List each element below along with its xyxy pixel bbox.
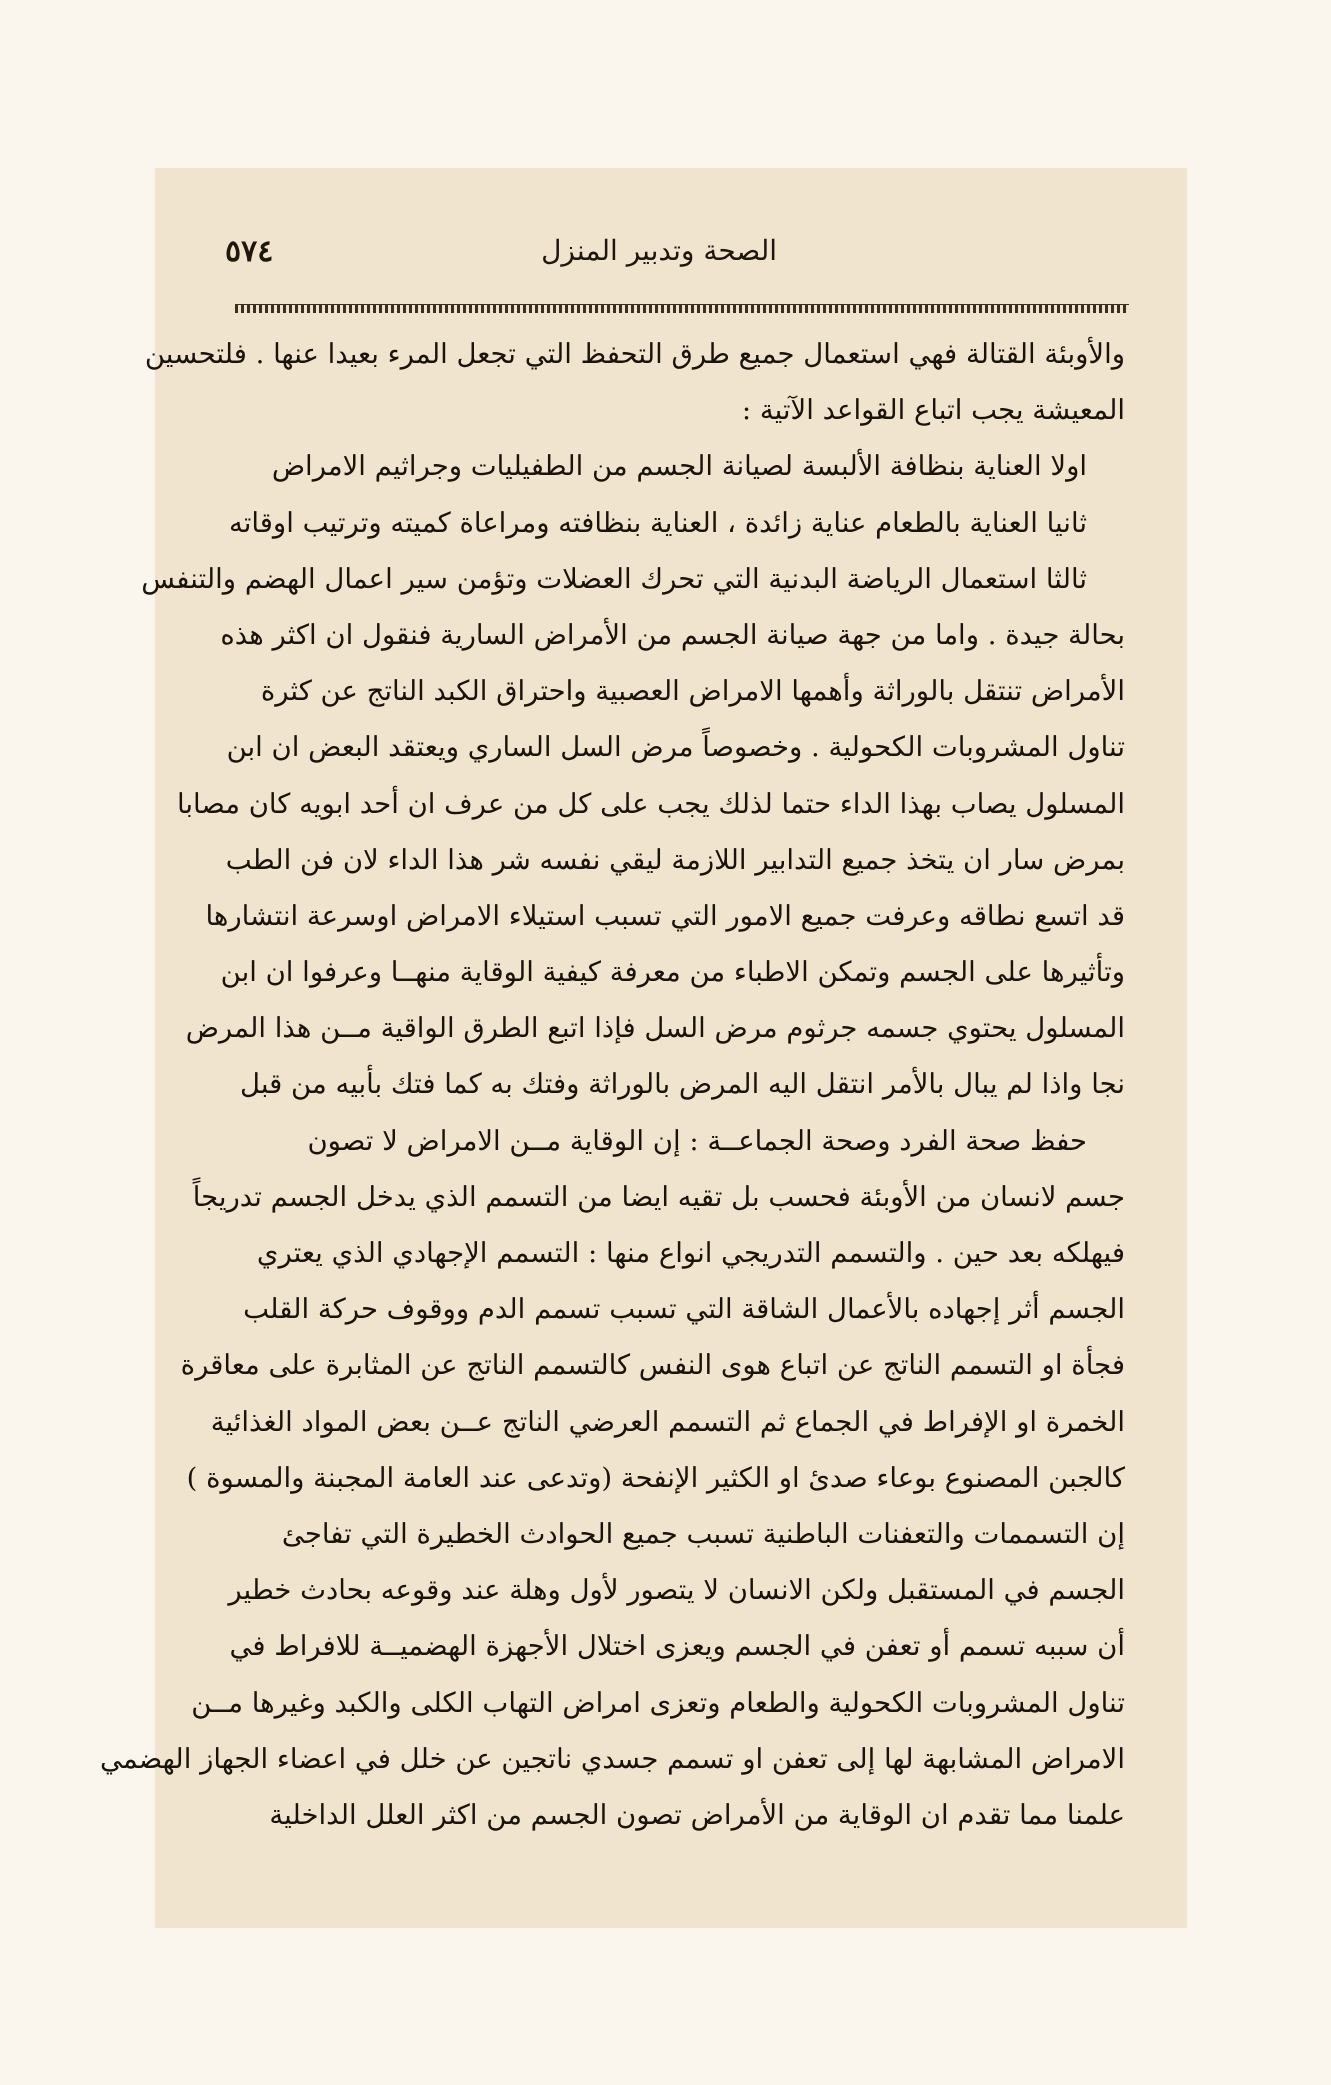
running-header <box>225 234 1117 278</box>
text-line: المسلول يحتوي جسمه جرثوم مرض السل فإذا اتبع الطرق الواقية مــن هذا المرض <box>185 1012 1125 1045</box>
book-page <box>99 168 1187 1928</box>
text-line: علمنا مما تقدم ان الوقاية من الأمراض تصون الجسم من اكثر العلل الداخلية <box>269 1798 1125 1831</box>
text-line: قد اتسع نطاقه وعرفت جميع الامور التي تسبب استيلاء الامراض اوسرعة انتشارها <box>205 899 1125 932</box>
text-line: جسم لانسان من الأوبئة فحسب بل تقيه ايضا من التسمم الذي يدخل الجسم تدريجاً <box>192 1180 1125 1213</box>
text-line: نجا واذا لم يبال بالأمر انتقل اليه المرض بالوراثة وفتك به كما فتك بأبيه من قبل <box>240 1068 1125 1101</box>
text-line: الأمراض تنتقل بالوراثة وأهمها الامراض العصبية واحتراق الكبد الناتج عن كثرة <box>260 675 1125 708</box>
text-line: وتأثيرها على الجسم وتمكن الاطباء من معرفة كيفية الوقاية منهــا وعرفوا ان ابن <box>220 956 1125 989</box>
text-line: أن سببه تسمم أو تعفن في الجسم ويعزى اختلال الأجهزة الهضميــة للافراط في <box>229 1630 1125 1663</box>
text-line: الجسم أثر إجهاده بالأعمال الشاقة التي تسبب تسمم الدم ووقوف حركة القلب <box>243 1293 1125 1326</box>
text-line: تناول المشروبات الكحولية . وخصوصاً مرض السل الساري ويعتقد البعض ان ابن <box>226 731 1125 764</box>
text-line: الامراض المشابهة لها إلى تعفن او تسمم جسدي ناتجين عن خلل في اعضاء الجهاز الهضمي <box>99 1742 1125 1775</box>
text-line: الخمرة او الإفراط في الجماع ثم التسمم العرضي الناتج عــن بعض المواد الغذائية <box>210 1405 1125 1438</box>
text-line: تناول المشروبات الكحولية والطعام وتعزى امراض التهاب الكلى والكبد وغيرها مــن <box>191 1686 1125 1719</box>
text-line: الجسم في المستقبل ولكن الانسان لا يتصور لأول وهلة عند وقوعه بحادث خطير <box>228 1574 1125 1607</box>
text-line: كالجبن المصنوع بوعاء صدئ او الكثير الإنفحة (وتدعى عند العامة المجبنة والمسوة ) <box>186 1461 1125 1494</box>
header-divider <box>235 304 1129 313</box>
text-line: المسلول يصاب بهذا الداء حتما لذلك يجب على كل من عرف ان أحد ابويه كان مصابا <box>177 787 1125 820</box>
header-title: الصحة وتدبير المنزل <box>541 234 777 267</box>
text-line: ثالثا استعمال الرياضة البدنية التي تحرك العضلات وتؤمن سير اعمال الهضم والتنفس <box>141 562 1087 595</box>
section-heading-line: حفظ صحة الفرد وصحة الجماعــة : إن الوقاية مــن الامراض لا تصون <box>307 1124 1087 1157</box>
text-line: والأوبئة القتالة فهي استعمال جميع طرق التحفظ التي تجعل المرء بعيدا عنها . فلتحسين <box>144 338 1125 370</box>
text-line: ثانيا العناية بالطعام عناية زائدة ، العناية بنظافته ومراعاة كميته وترتيب اوقاته <box>229 506 1087 539</box>
text-line: بحالة جيدة . واما من جهة صيانة الجسم من الأمراض السارية فنقول ان اكثر هذه <box>220 618 1125 651</box>
text-line: بمرض سار ان يتخذ جميع التدابير اللازمة ليقي نفسه شر هذا الداء لان فن الطب <box>225 843 1125 876</box>
text-line: المعيشة يجب اتباع القواعد الآتية : <box>741 394 1125 427</box>
page-number: ٥٧٤ <box>225 234 274 269</box>
text-line: اولا العناية بنظافة الألبسة لصيانة الجسم من الطفيليات وجراثيم الامراض <box>271 450 1087 483</box>
text-line: فجأة او التسمم الناتج عن اتباع هوى النفس كالتسمم الناتج عن المثابرة على معاقرة <box>180 1349 1125 1382</box>
text-line: إن التسممات والتعفنات الباطنية تسبب جميع الحوادث الخطيرة التي تفاجئ <box>281 1517 1125 1550</box>
text-line: فيهلكه بعد حين . والتسمم التدريجي انواع منها : التسمم الإجهادي الذي يعتري <box>256 1237 1125 1269</box>
body-text <box>99 326 1125 1843</box>
